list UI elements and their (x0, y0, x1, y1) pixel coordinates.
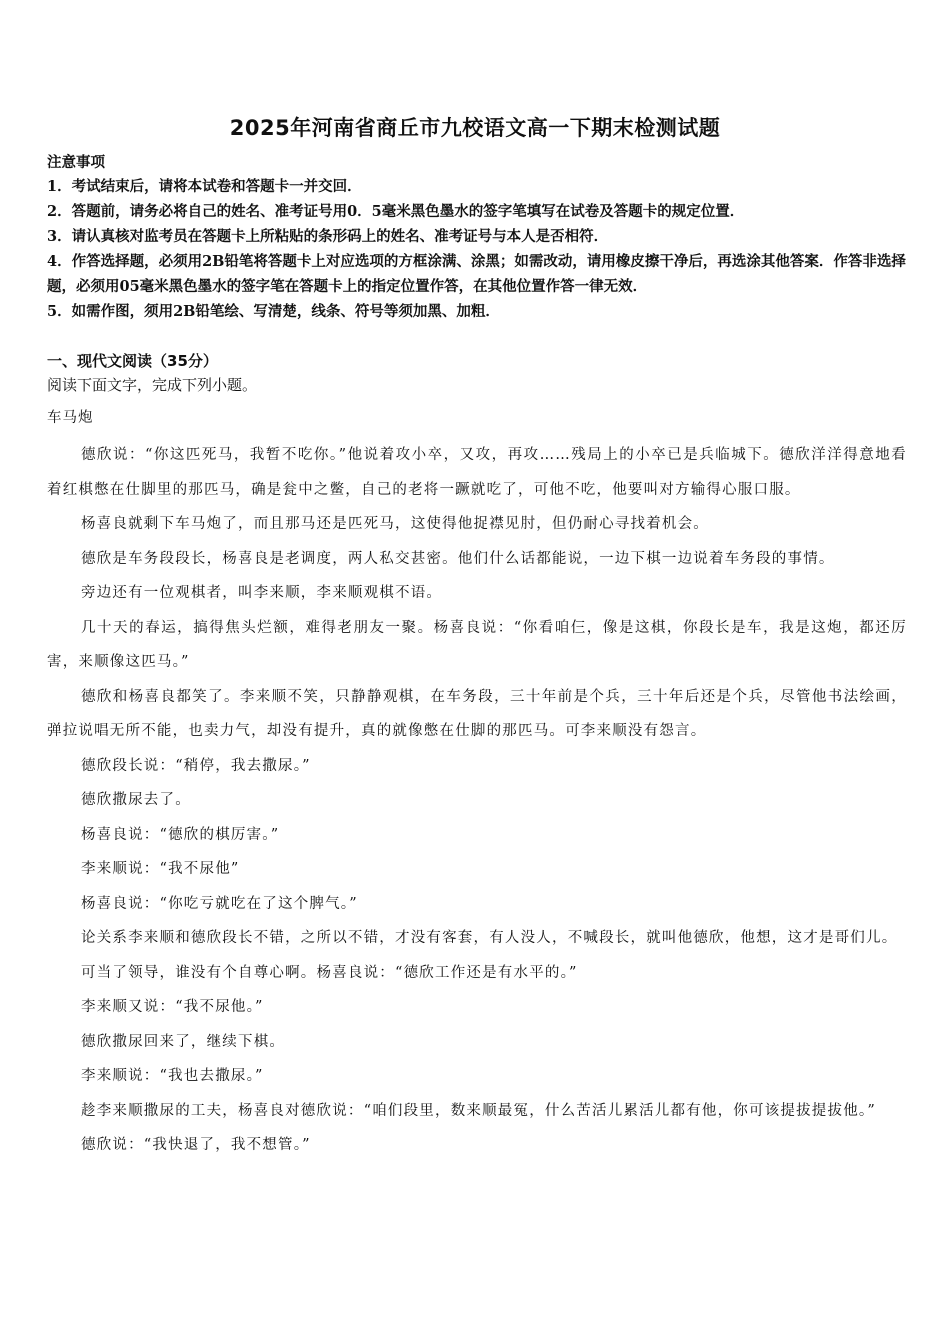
article-paragraph: 德欣撒尿回来了，继续下棋。 (81, 1033, 286, 1050)
notice-item: 4．作答选择题，必须用2B铅笔将答题卡上对应选项的方框涂满、涂黑；如需改动，请用橡皮擦干净后，再选涂其他答案．作答非选择题，必须用05毫米黑色墨水的签字笔在答题卡上的指定位置作答，在其他位置作答一律无效． (47, 253, 906, 295)
article-paragraph: 李来顺又说：“我不尿他。” (81, 999, 264, 1015)
article-paragraph: 几十天的春运，搞得焦头烂额，难得老朋友一聚。杨喜良说：“你看咱仨，像是这棋，你段长是车，我是这炮，都还厉害，来顺像这匹马。” (47, 619, 907, 670)
article-body (47, 438, 907, 1163)
notice-section (47, 152, 907, 324)
reading-section-header (47, 350, 907, 432)
article-paragraph: 论关系李来顺和德欣段长不错，之所以不错，才没有客套，有人没人，不喊段长，就叫他德欣，他想，这才是哥们儿。 (81, 930, 898, 946)
notice-item: 5．如需作图，须用2B铅笔绘、写清楚，线条、符号等须加黑、加粗． (47, 303, 500, 320)
page-title: 2025年河南省商丘市九校语文高一下期末检测试题 (229, 116, 721, 140)
article-paragraph: 杨喜良就剩下车马炮了，而且那马还是匹死马，这使得他捉襟见肘，但仍耐心寻找着机会。 (81, 516, 709, 532)
article-paragraph: 德欣撒尿去了。 (81, 792, 191, 808)
notice-item: 1．考试结束后，请将本试卷和答题卡一并交回． (47, 178, 362, 195)
section-instruction: 阅读下面文字，完成下列小题。 (47, 376, 258, 394)
article-paragraph: 德欣是车务段段长，杨喜良是老调度，两人私交甚密。他们什么话都能说，一边下棋一边说着车务段的事情。 (81, 550, 835, 567)
notice-item: 2．答题前，请务必将自己的姓名、准考证号用0．5毫米黑色墨水的签字笔填写在试卷及答题卡的规定位置． (47, 203, 745, 220)
article-paragraph: 杨喜良说：“德欣的棋厉害。” (81, 826, 280, 843)
notice-item: 3．请认真核对监考员在答题卡上所粘贴的条形码上的姓名、准考证号与本人是否相符． (47, 228, 609, 245)
section-title: 一、现代文阅读（35分） (47, 352, 218, 370)
article-paragraph: 可当了领导，谁没有个自尊心啊。杨喜良说：“德欣工作还是有水平的。” (81, 964, 578, 981)
story-title: 车马炮 (47, 410, 94, 426)
article-paragraph: 李来顺说：“我也去撒尿。” (81, 1068, 264, 1084)
article-paragraph: 德欣段长说：“稍停，我去撒尿。” (81, 757, 311, 774)
article-paragraph: 趁李来顺撒尿的工夫，杨喜良对德欣说：“咱们段里，数来顺最冤，什么苦活儿累活儿都有他，你可该提拔提拔他。” (81, 1102, 876, 1119)
notice-heading: 注意事项 (47, 154, 105, 171)
article-paragraph: 旁边还有一位观棋者，叫李来顺，李来顺观棋不语。 (81, 585, 443, 601)
article-paragraph: 德欣说：“你这匹死马，我暂不吃你。”他说着攻小卒，又攻，再攻……残局上的小卒已是兵临城下。德欣洋洋得意地看着红棋憋在仕脚里的那匹马，确是瓮中之鳖，自己的老将一蹶就吃了，可他不吃，他要叫对方输得心服口服。 (47, 447, 907, 498)
article-paragraph: 杨喜良说：“你吃亏就吃在了这个脾气。” (81, 895, 358, 912)
article-paragraph: 李来顺说：“我不尿他” (81, 861, 240, 877)
article-paragraph: 德欣和杨喜良都笑了。李来顺不笑，只静静观棋，在车务段，三十年前是个兵，三十年后还是个兵，尽管他书法绘画，弹拉说唱无所不能，也卖力气，却没有提升，真的就像憋在仕脚的那匹马。可李来顺没有怨言。 (47, 688, 907, 739)
article-paragraph: 德欣说：“我快退了，我不想管。” (81, 1137, 311, 1153)
